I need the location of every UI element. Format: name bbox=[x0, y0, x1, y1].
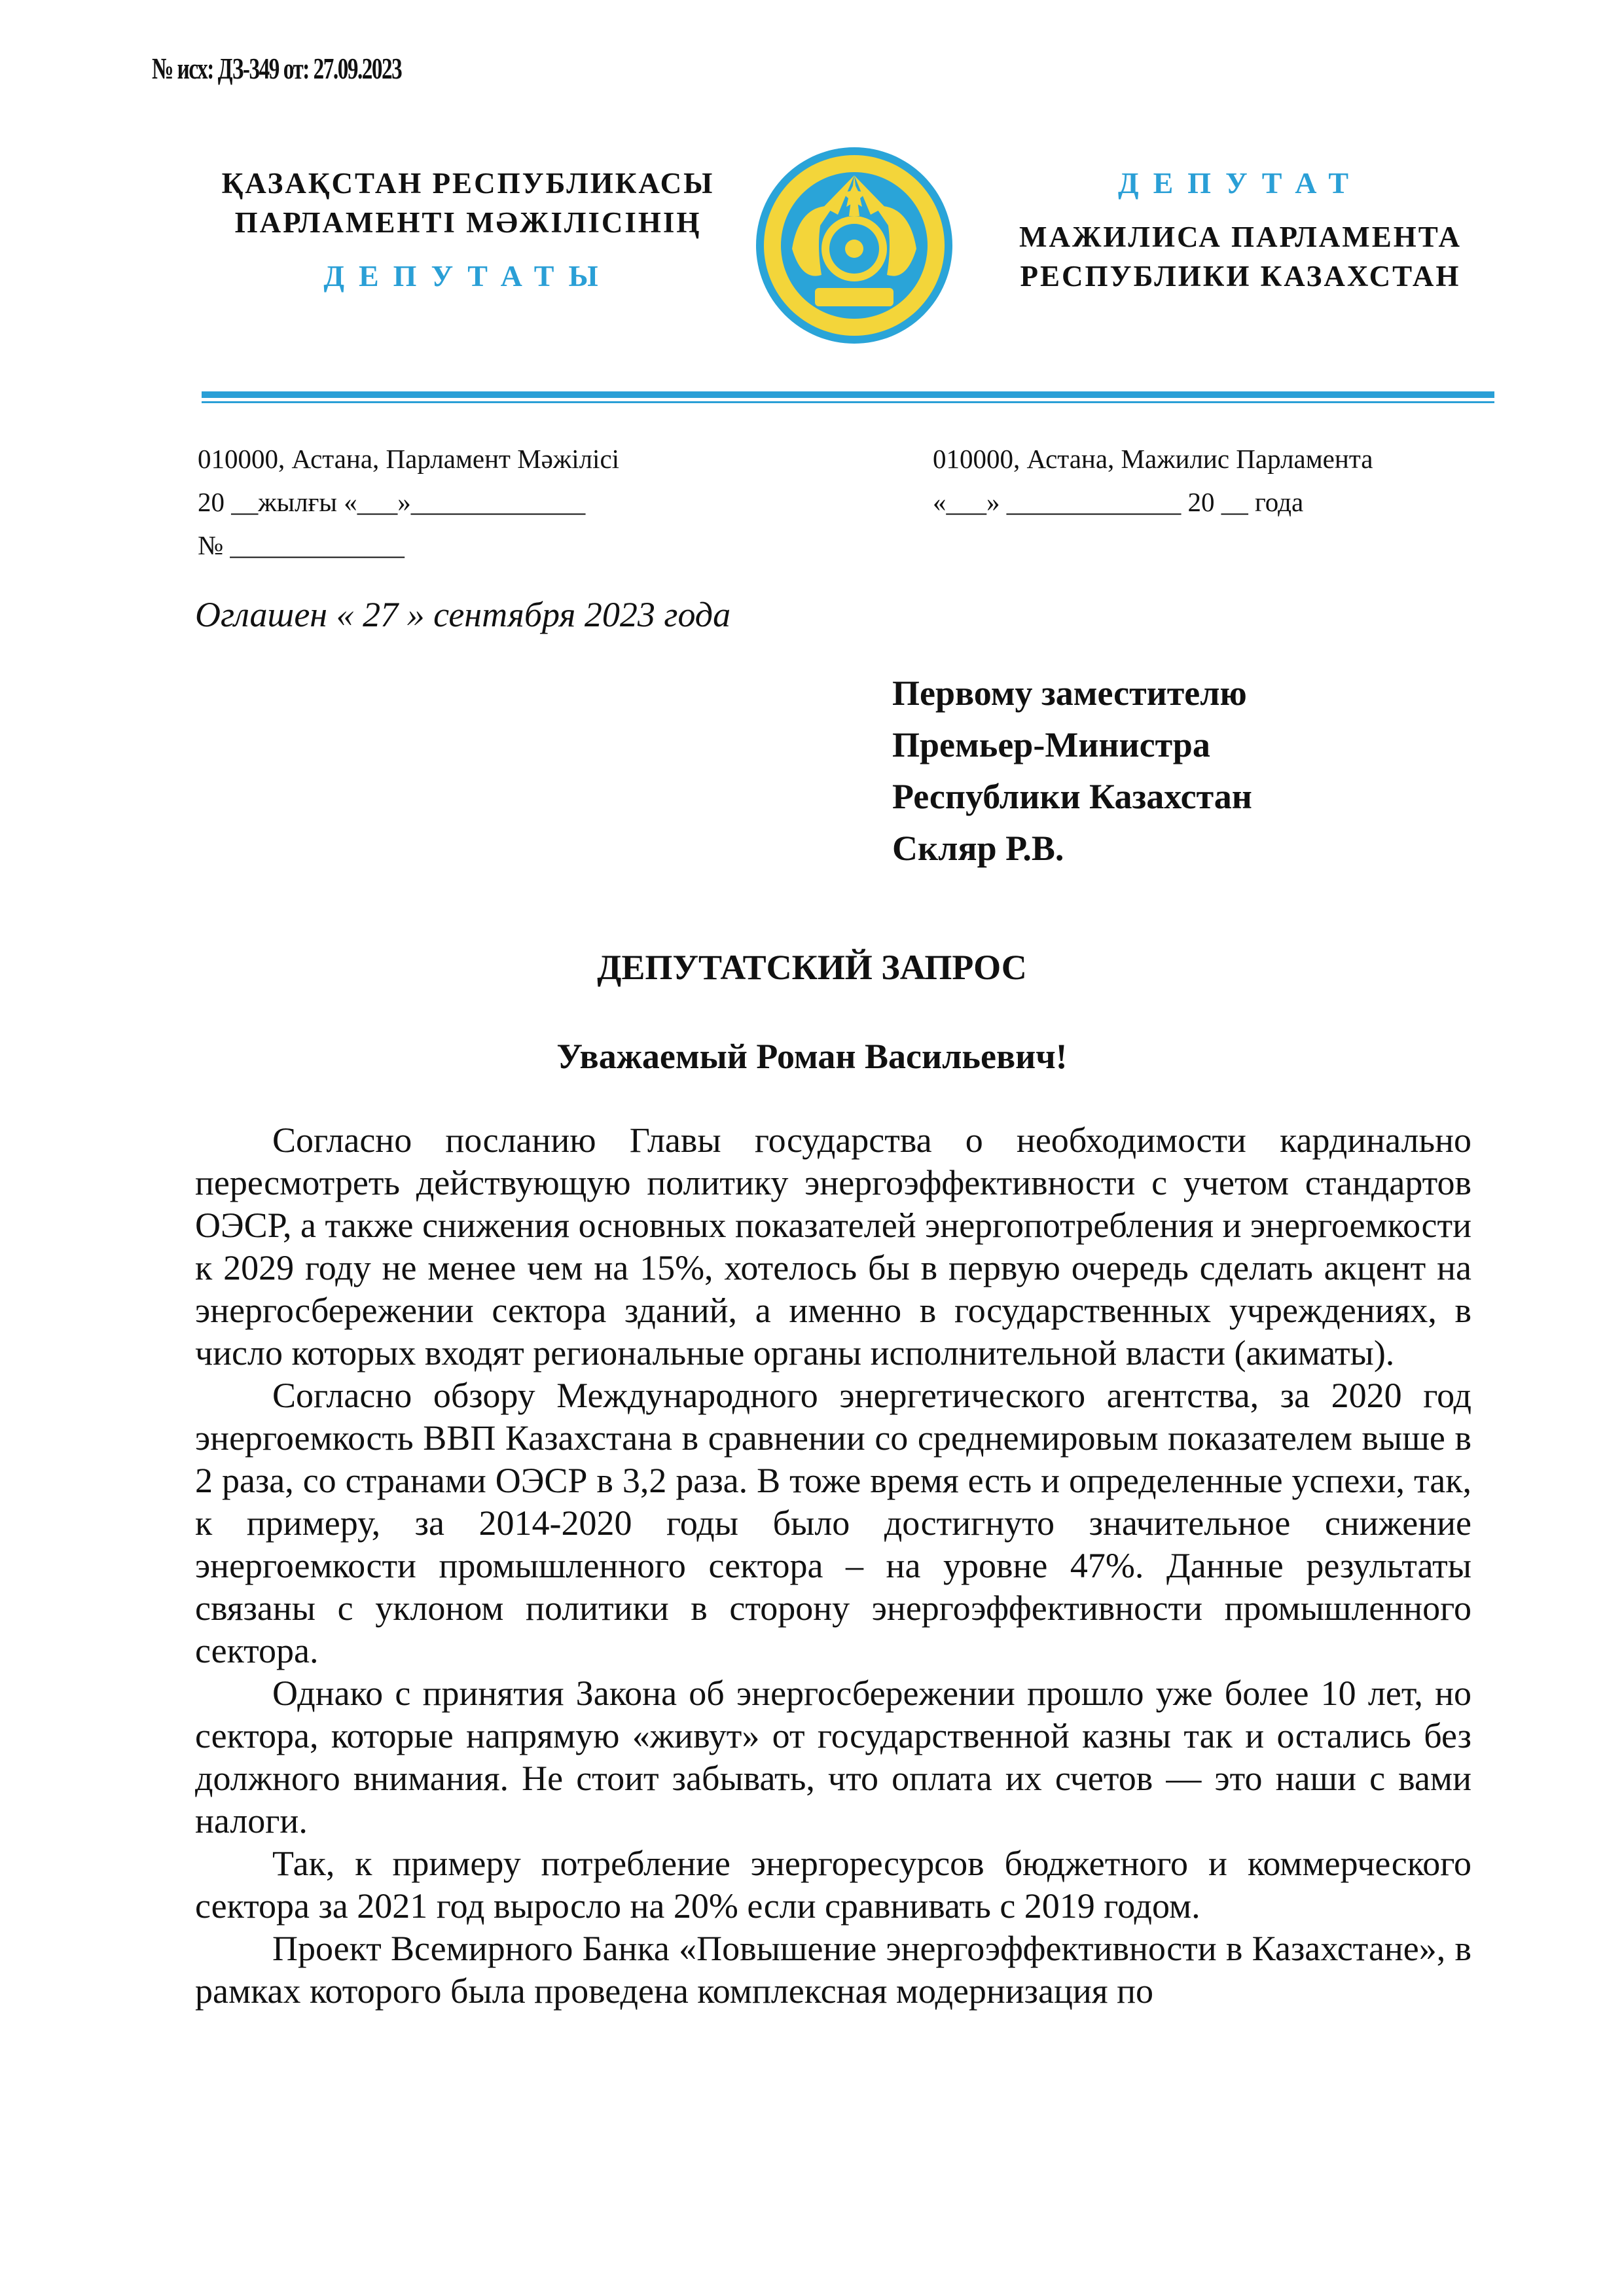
outgoing-reference: № исх: ДЗ-349 от: 27.09.2023 bbox=[152, 52, 402, 85]
header-divider-thin bbox=[202, 401, 1494, 403]
address-ru bbox=[933, 437, 1373, 524]
addressee-line-1: Первому заместителю bbox=[892, 673, 1247, 713]
header-ru-line-2: РЕСПУБЛИКИ КАЗАХСТАН bbox=[1020, 260, 1461, 293]
announced-date: Оглашен « 27 » сентября 2023 года bbox=[195, 595, 731, 634]
addressee bbox=[892, 668, 1252, 874]
header-kz bbox=[196, 164, 740, 296]
state-emblem-icon bbox=[753, 144, 956, 347]
header-kz-line-2: ПАРЛАМЕНТІ МӘЖІЛІСІНІҢ bbox=[234, 206, 702, 239]
header-ru-line-1: МАЖИЛИСА ПАРЛАМЕНТА bbox=[1019, 221, 1462, 253]
document-title: ДЕПУТАТСКИЙ ЗАПРОС bbox=[597, 948, 1027, 987]
header-kz-title: ДЕПУТАТЫ bbox=[323, 259, 613, 293]
addressee-line-3: Республики Казахстан bbox=[892, 777, 1252, 816]
paragraph: Однако с принятия Закона об энергосбережении прошло уже более 10 лет, но сектора, которые напрямую «живут» от государственной казны так и остались без должного внимания. Не стоит забывать, что оплата их счетов — это наши с вами налоги. bbox=[195, 1674, 1471, 1840]
paragraph: Так, к примеру потребление энергоресурсов бюджетного и коммерческого сектора за 2021 год выросло на 20% если сравнивать с 2019 годом. bbox=[195, 1844, 1471, 1926]
addressee-line-4: Скляр Р.В. bbox=[892, 829, 1064, 868]
address-ru-line-1: 010000, Астана, Мажилис Парламента bbox=[933, 444, 1373, 474]
paragraph: Согласно обзору Международного энергетического агентства, за 2020 год энергоемкость ВВП Казахстана в сравнении со среднемировым показателем выше в 2 раза, со странами ОЭСР в 3,2 раза. В тоже время есть и определенные успехи, так, к примеру, за 2014-2020 годы было достигнуто значительное снижение энергоемкости промышленного сектора – на уровне 47%. Данные результаты связаны с уклоном политики в сторону энергоэффективности промышленного сектора. bbox=[195, 1376, 1471, 1670]
addressee-line-2: Премьер-Министра bbox=[892, 725, 1210, 764]
header-divider-thick bbox=[202, 391, 1494, 398]
paragraph: Согласно посланию Главы государства о необходимости кардинально пересмотреть действующую политику энергоэффективности с учетом стандартов ОЭСР, а также снижения основных показателей энергопотребления и энергоемкости к 2029 году не менее чем на 15%, хотелось бы в первую очередь сделать акцент на энергосбережении сектора зданий, а именно в государственных учреждениях, в число которых входят региональные органы исполнительной власти (акиматы). bbox=[195, 1121, 1471, 1372]
paragraph: Проект Всемирного Банка «Повышение энергоэффективности в Казахстане», в рамках которого была проведена комплексная модернизация по bbox=[195, 1929, 1471, 2011]
header-ru bbox=[982, 164, 1499, 296]
address-kz-line-1: 010000, Астана, Парламент Мәжілісі bbox=[198, 444, 620, 474]
body-text bbox=[195, 1119, 1471, 2013]
address-kz-line-2: 20 __жылғы «___»_____________ bbox=[198, 487, 586, 517]
header-ru-title: ДЕПУТАТ bbox=[1117, 166, 1363, 200]
salutation: Уважаемый Роман Васильевич! bbox=[556, 1037, 1068, 1076]
header-kz-line-1: ҚАЗАҚСТАН РЕСПУБЛИКАСЫ bbox=[221, 167, 715, 200]
address-kz bbox=[198, 437, 619, 567]
address-ru-line-2: «___» _____________ 20 __ года bbox=[933, 487, 1304, 517]
address-kz-line-3: № _____________ bbox=[198, 530, 405, 560]
